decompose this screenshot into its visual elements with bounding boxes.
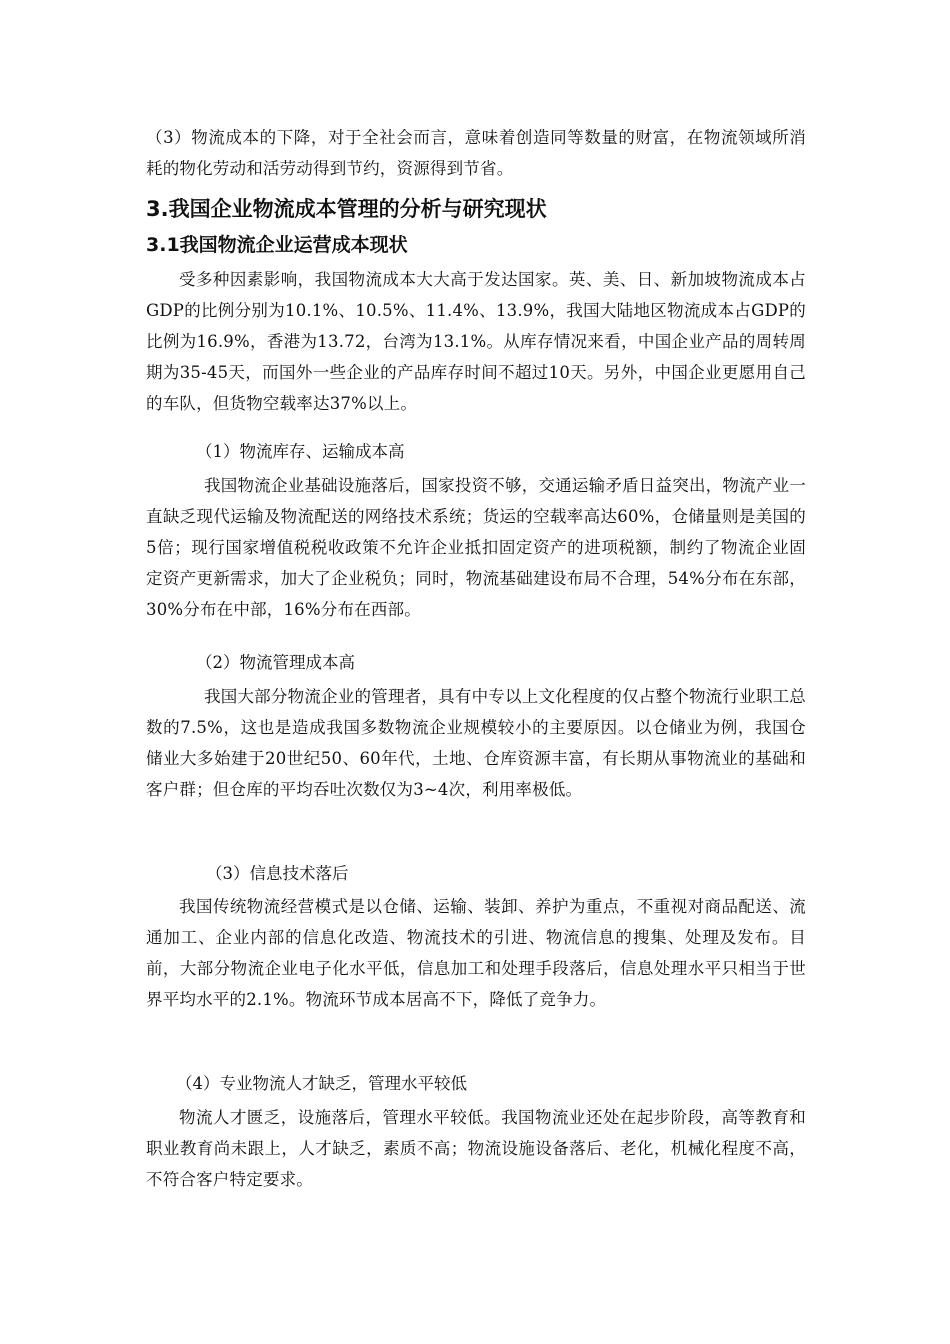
subheading-1: （1）物流库存、运输成本高 [196, 442, 405, 461]
subheading-2: （2）物流管理成本高 [196, 653, 355, 672]
paragraph-4: 物流人才匮乏，设施落后，管理水平较低。我国物流业还处在起步阶段，高等教育和职业教育尚未跟上，人才缺乏，素质不高；物流设施设备落后、老化，机械化程度不高，不符合客户特定要求。 [146, 1108, 806, 1189]
heading-section-3: 3.我国企业物流成本管理的分析与研究现状 [146, 197, 547, 221]
heading-section-3-1: 3.1我国物流企业运营成本现状 [146, 234, 408, 256]
paragraph-overview: 受多种因素影响，我国物流成本大大高于发达国家。英、美、日、新加坡物流成本占GDP的比例分别为10.1%、10.5%、11.4%、13.9%，我国大陆地区物流成本占GDP的比例为16.9%，香港为13.72，台湾为13.1%。从库存情况来看，中国企业产品的周转周期为35-45天，而国外一些企业的产品库存时间不超过10天。另外，中国企业更愿用自己的车队，但货物空载率达37%以上。 [146, 270, 806, 413]
paragraph-intro: （3）物流成本的下降，对于全社会而言，意味着创造同等数量的财富，在物流领域所消耗的物化劳动和活劳动得到节约，资源得到节省。 [146, 128, 806, 178]
paragraph-1: 我国物流企业基础设施落后，国家投资不够，交通运输矛盾日益突出，物流产业一直缺乏现代运输及物流配送的网络技术系统；货运的空载率高达60%，仓储量则是美国的5倍；现行国家增值税税收政策不允许企业抵扣固定资产的进项税额，制约了物流企业固定资产更新需求，加大了企业税负；同时，物流基础建设布局不合理，54%分布在东部，30%分布在中部，16%分布在西部。 [146, 476, 806, 619]
subheading-3: （3）信息技术落后 [206, 864, 349, 883]
paragraph-3: 我国传统物流经营模式是以仓储、运输、装卸、养护为重点，不重视对商品配送、流通加工、企业内部的信息化改造、物流技术的引进、物流信息的搜集、处理及发布。目前，大部分物流企业电子化水平低，信息加工和处理手段落后，信息处理水平只相当于世界平均水平的2.1%。物流环节成本居高不下，降低了竞争力。 [146, 897, 806, 1009]
paragraph-2: 我国大部分物流企业的管理者，具有中专以上文化程度的仅占整个物流行业职工总数的7.5%，这也是造成我国多数物流企业规模较小的主要原因。以仓储业为例，我国仓储业大多始建于20世纪50、60年代，土地、仓库资源丰富，有长期从事物流业的基础和客户群；但仓库的平均吞吐次数仅为3~4次，利用率极低。 [146, 687, 806, 799]
subheading-4: （4）专业物流人才缺乏，管理水平较低 [176, 1074, 467, 1093]
